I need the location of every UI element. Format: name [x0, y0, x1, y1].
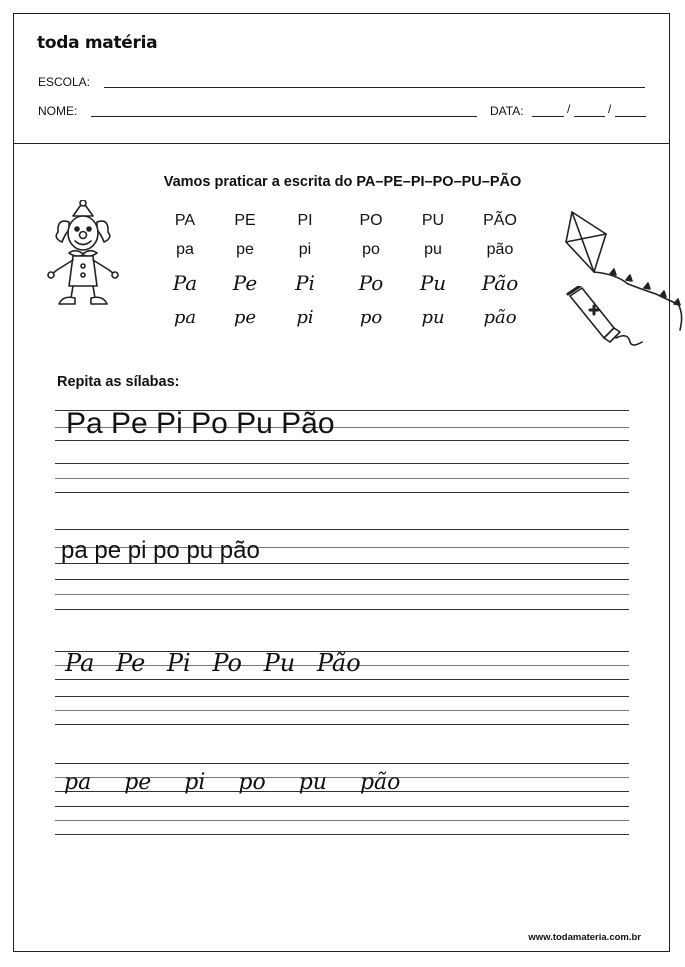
syllable-cursive-upper: Pe: [232, 271, 258, 295]
syllable-cursive-lower: pa: [173, 307, 197, 328]
syllable-lower: pi: [298, 241, 312, 258]
syllable-cursive-upper: Pão: [481, 271, 519, 295]
writing-line: [55, 463, 629, 464]
syllable-cursive-upper: Po: [358, 271, 384, 295]
syllable-upper: PU: [421, 212, 445, 229]
syllable-lower: pu: [424, 241, 442, 258]
writing-line: [55, 710, 629, 711]
syllable-upper: PI: [297, 212, 313, 229]
writing-line: [55, 820, 629, 821]
writing-line: [55, 594, 629, 595]
date-month-field[interactable]: [574, 116, 605, 117]
writing-line: [55, 579, 629, 580]
date-separator: /: [608, 102, 612, 116]
syllable-cursive-upper: Pi: [295, 271, 315, 295]
syllable-lower: pa: [176, 241, 194, 258]
syllable-lower: pe: [236, 241, 254, 258]
brand-logo: toda matéria: [37, 33, 158, 53]
name-label: NOME:: [38, 104, 78, 118]
syllable-upper: PÃO: [483, 212, 517, 229]
writing-line: [55, 763, 629, 764]
syllable-upper: PO: [359, 212, 383, 229]
school-label: ESCOLA:: [38, 75, 91, 89]
writing-line: [55, 529, 629, 530]
syllable-lower: po: [362, 241, 380, 258]
worksheet-frame: [13, 13, 670, 952]
date-separator: /: [567, 102, 571, 116]
writing-line: [55, 834, 629, 835]
name-field[interactable]: [91, 116, 477, 117]
syllable-cursive-lower: pu: [421, 307, 445, 328]
practice-sample-cursive-lower: pa pe pi po pu pão: [64, 770, 401, 795]
syllable-upper: PE: [234, 212, 256, 229]
writing-line: [55, 696, 629, 697]
footer-url: www.todamateria.com.br: [528, 932, 641, 943]
syllable-cursive-lower: pi: [296, 307, 314, 328]
clown-icon: [45, 200, 121, 312]
date-day-field[interactable]: [532, 116, 564, 117]
syllable-lower: pão: [486, 241, 514, 258]
writing-line: [55, 806, 629, 807]
syllable-cursive-upper: Pa: [172, 271, 198, 295]
glue-tube-icon: [566, 286, 646, 352]
practice-sample-cursive-upper: Pa Pe Pi Po Pu Pão: [65, 649, 361, 677]
syllable-upper: PA: [174, 212, 196, 229]
practice-label: Repita as sílabas:: [57, 374, 180, 390]
header-divider: [13, 143, 670, 144]
syllable-cursive-lower: po: [359, 307, 383, 328]
date-label: DATA:: [490, 104, 524, 118]
school-field[interactable]: [104, 87, 645, 88]
writing-line: [55, 724, 629, 725]
writing-line: [55, 478, 629, 479]
syllable-cursive-lower: pão: [483, 307, 517, 328]
syllable-cursive-lower: pe: [233, 307, 257, 328]
syllable-cursive-upper: Pu: [419, 271, 447, 295]
worksheet-title: Vamos praticar a escrita do PA–PE–PI–PO–PU–PÃO: [163, 174, 522, 190]
date-year-field[interactable]: [615, 116, 646, 117]
writing-line: [55, 609, 629, 610]
practice-sample-upper: Pa Pe Pi Po Pu Pão: [66, 407, 335, 440]
writing-line: [55, 492, 629, 493]
practice-sample-lower: pa pe pi po pu pão: [61, 537, 260, 564]
